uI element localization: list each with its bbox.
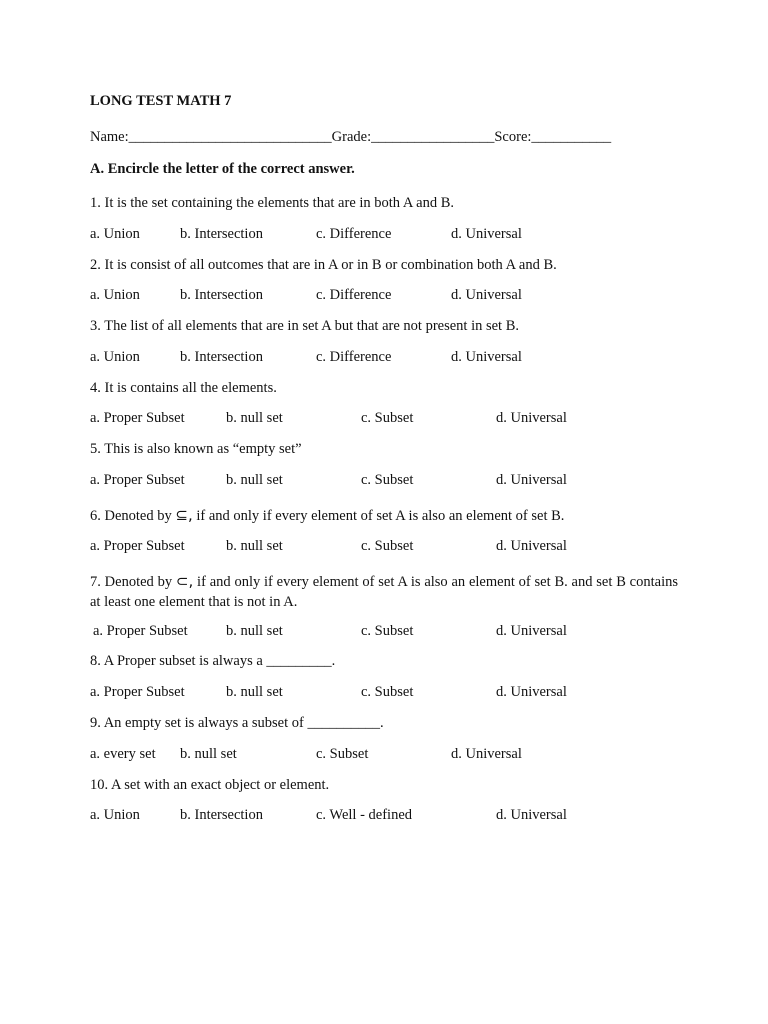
- question-6-text-before: 6. Denoted by: [90, 508, 176, 524]
- choice-b: b. Intersection: [180, 226, 263, 242]
- choice-b: b. null set: [226, 410, 283, 426]
- choice-d: d. Universal: [451, 226, 522, 242]
- choice-c: c. Subset: [361, 538, 414, 554]
- question-1: 1. It is the set containing the elements that are in both A and B.: [90, 195, 455, 211]
- choice-a: a. Proper Subset: [90, 410, 185, 426]
- subset-symbol: ⊆,: [175, 506, 193, 524]
- choice-d: d. Universal: [496, 538, 567, 554]
- choice-b: b. Intersection: [180, 287, 263, 303]
- grade-blank: _________________: [371, 129, 495, 145]
- choice-c: c. Well - defined: [316, 807, 412, 823]
- choice-c: c. Subset: [361, 684, 414, 700]
- choice-c: c. Difference: [316, 226, 392, 242]
- choice-d: d. Universal: [496, 807, 567, 823]
- choice-c: c. Subset: [361, 472, 414, 488]
- choice-a: a. Proper Subset: [90, 472, 185, 488]
- choice-d: d. Universal: [496, 472, 567, 488]
- page-title: LONG TEST MATH 7: [90, 93, 232, 109]
- choice-b: b. null set: [226, 538, 283, 554]
- grade-label: Grade:: [331, 129, 372, 145]
- choice-d: d. Universal: [496, 623, 567, 639]
- choice-a: a. Union: [90, 349, 140, 365]
- question-10: 10. A set with an exact object or element.: [90, 777, 330, 793]
- question-4: 4. It is contains all the elements.: [90, 380, 277, 396]
- choice-d: d. Universal: [451, 349, 522, 365]
- choice-a: a. Proper Subset: [90, 538, 185, 554]
- choice-c: c. Subset: [361, 623, 414, 639]
- choice-a: a. Union: [90, 807, 140, 823]
- student-info-line: [90, 128, 611, 146]
- proper-subset-symbol: ⊂,: [175, 572, 194, 590]
- choice-c: c. Subset: [361, 410, 414, 426]
- choice-c: c. Difference: [316, 349, 392, 365]
- question-5: 5. This is also known as “empty set”: [90, 441, 302, 457]
- score-blank: ___________: [531, 129, 612, 145]
- question-9: 9. An empty set is always a subset of __________.: [90, 715, 384, 731]
- choice-a: a. Proper Subset: [90, 684, 185, 700]
- choice-a: a. Union: [90, 226, 140, 242]
- score-label: Score:: [494, 129, 532, 145]
- choice-d: d. Universal: [451, 287, 522, 303]
- question-2: 2. It is consist of all outcomes that are in A or in B or combination both A and B.: [90, 257, 557, 273]
- choice-b: b. Intersection: [180, 349, 263, 365]
- choice-b: b. null set: [226, 684, 283, 700]
- question-7-text-before: 7. Denoted by: [90, 574, 176, 590]
- choice-b: b. null set: [226, 623, 283, 639]
- name-blank: ____________________________: [128, 129, 332, 145]
- choice-a: a. every set: [90, 746, 156, 762]
- question-6: [90, 506, 564, 525]
- choice-d: d. Universal: [496, 684, 567, 700]
- choice-d: d. Universal: [496, 410, 567, 426]
- section-a-heading: A. Encircle the letter of the correct answer.: [90, 161, 355, 177]
- choice-d: d. Universal: [451, 746, 522, 762]
- choice-c: c. Subset: [316, 746, 369, 762]
- question-6-text-after: if and only if every element of set A is also an element of set B.: [192, 508, 565, 524]
- question-8: 8. A Proper subset is always a _________.: [90, 653, 336, 669]
- choice-b: b. Intersection: [180, 807, 263, 823]
- name-label: Name:: [90, 129, 129, 145]
- choice-b: b. null set: [180, 746, 237, 762]
- question-3: 3. The list of all elements that are in set A but that are not present in set B.: [90, 318, 519, 334]
- choice-a: a. Proper Subset: [93, 623, 188, 639]
- choice-a: a. Union: [90, 287, 140, 303]
- choice-c: c. Difference: [316, 287, 392, 303]
- question-7-text-after: if and only if every element of set A is also an element of set B. and set B contains at least one element that is not in A.: [90, 574, 678, 610]
- choice-b: b. null set: [226, 472, 283, 488]
- question-7: [90, 571, 678, 612]
